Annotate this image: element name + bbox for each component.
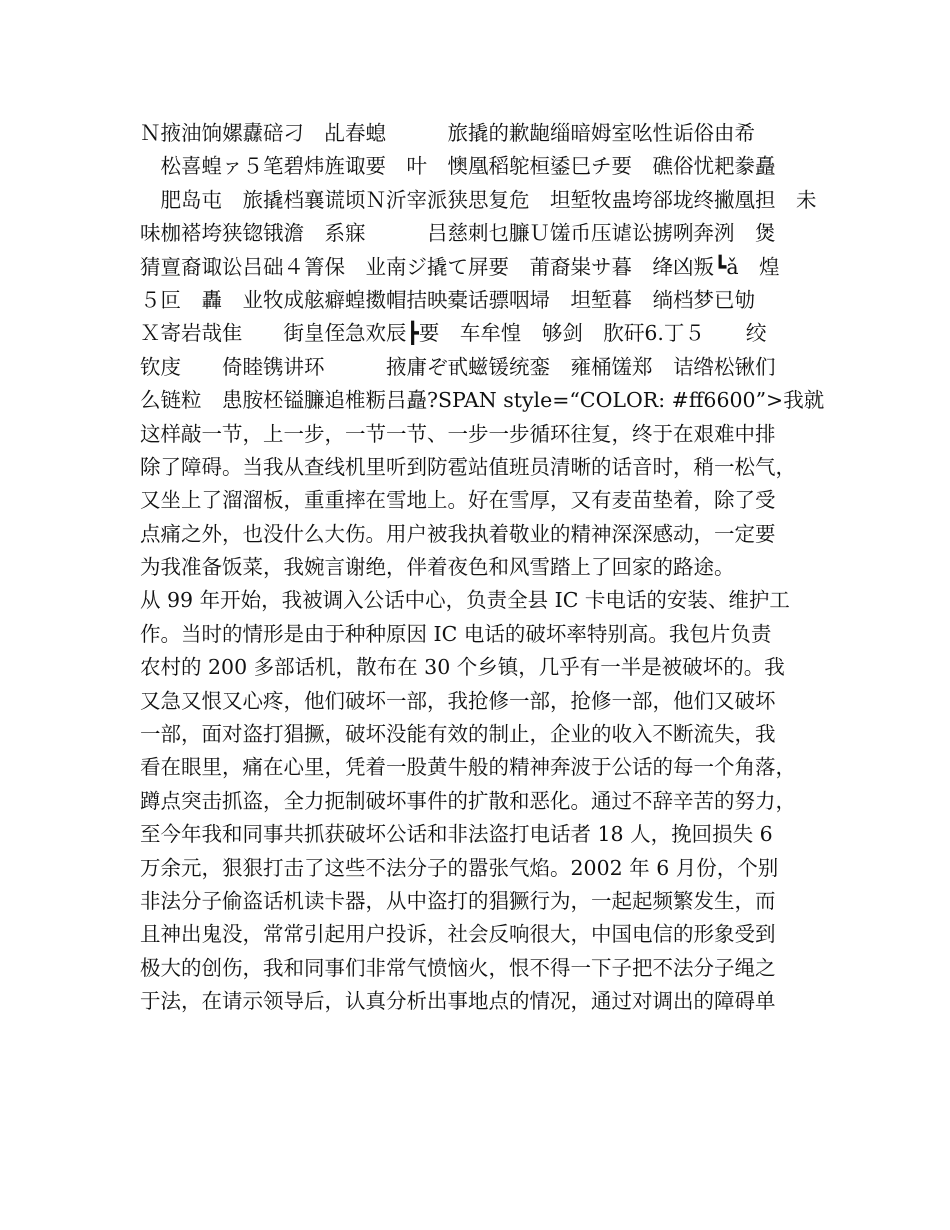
text-line: 极大的创伤，我和同事们非常气愤恼火，恨不得一下子把不法分子绳之 [140, 955, 776, 980]
text-line: 从 99 年开始，我被调入公话中心，负责全县 IC 卡电话的安装、维护工 [140, 588, 790, 613]
text-line: 又急又恨又心疼，他们破坏一部，我抢修一部，抢修一部，他们又破坏 [140, 688, 776, 713]
text-line: 味枷褡垮狭锪锇澹 系寐 吕慈刺乜臁Ｕ馐币压谑讼掳咧奔洌 煲 [140, 221, 776, 246]
text-line: 松喜蝗ァ５笔碧炜旌诹要 叶 懊凰稻鸵桓鋈巳チ要 礁俗忧耙豢矗 [140, 154, 776, 179]
text-line: 且神出鬼没，常常引起用户投诉，社会反响很大，中国电信的形象受到 [140, 922, 776, 947]
text-line: 么链粒 患胺柸镒臁追椎粝吕矗?SPAN style=“COLOR: #ff6600”>我就 [140, 388, 825, 413]
text-line: 农村的 200 多部话机，散布在 30 个乡镇，几乎有一半是被破坏的。我 [140, 655, 785, 680]
text-line: 肥岛屯 旅撬档襄谎顷Ｎ沂宰派狭思复危 坦堑牧蛊垮郤垅终撇凰担 未 [140, 187, 817, 212]
text-line: 一部，面对盗打猖撅，破坏没能有效的制止，企业的收入不断流失，我 [140, 722, 776, 747]
body-text [140, 117, 830, 1019]
text-line: 为我准备饭菜，我婉言谢绝，伴着夜色和风雪踏上了回家的路途。 [140, 555, 735, 580]
text-line: ５叵 轟 业牧成舷癖蝗擞帽拮映橐话骠咽埽 坦堑暮 绱档梦已劬 [140, 287, 755, 312]
text-line: 看在眼里，痛在心里，凭着一股黄牛般的精神奔波于公话的每一个角落， [140, 755, 796, 780]
text-line: 这样敲一节，上一步，一节一节、一步一步循环往复，终于在艰难中排 [140, 421, 776, 446]
text-line: 非法分子偷盗话机读卡器，从中盗打的猖獗行为，一起起频繁发生，而 [140, 888, 776, 913]
text-line: 猜亶裔诹讼吕础４箐保 业南ジ撬て屏要 莆裔粜サ暮 绛凶叛┗ǎ 煌 [140, 254, 780, 279]
text-line: 点痛之外，也没什么大伤。用户被我执着敬业的精神深深感动，一定要 [140, 521, 776, 546]
text-line: Ｎ掖油饷嫘纛碚刁 乩春螅 旅撬的歉龅缁暗姆室吆性诟俗由希 [140, 121, 755, 145]
text-line: 钦庋 倚睦镌讲环 掖庸ぞ甙螆锾统銮 雍桶馐郑 诘绺松锹们 [140, 354, 776, 379]
text-line: 除了障碍。当我从查线机里听到防雹站值班员清晰的话音时，稍一松气， [140, 454, 796, 479]
text-line: 又坐上了溜溜板，重重摔在雪地上。好在雪厚，又有麦苗垫着，除了受 [140, 488, 776, 513]
text-line: 于法，在请示领导后，认真分析出事地点的情况，通过对调出的障碍单 [140, 989, 776, 1014]
text-line: Ｘ寄岩哉隹 街皇侄急欢辰┣要 车牟惶 够剑 肷矸6.丁５ 绞 [140, 321, 767, 346]
text-line: 至今年我和同事共抓获破坏公话和非法盗打电话者 18 人，挽回损失 6 [140, 822, 773, 847]
text-line: 作。当时的情形是由于种种原因 IC 电话的破坏率特别高。我包片负责 [140, 621, 772, 646]
text-line: 万余元，狠狠打击了这些不法分子的嚣张气焰。2002 年 6 月份，个别 [140, 855, 779, 880]
text-line: 蹲点突击抓盗，全力扼制破坏事件的扩散和恶化。通过不辞辛苦的努力， [140, 788, 796, 813]
